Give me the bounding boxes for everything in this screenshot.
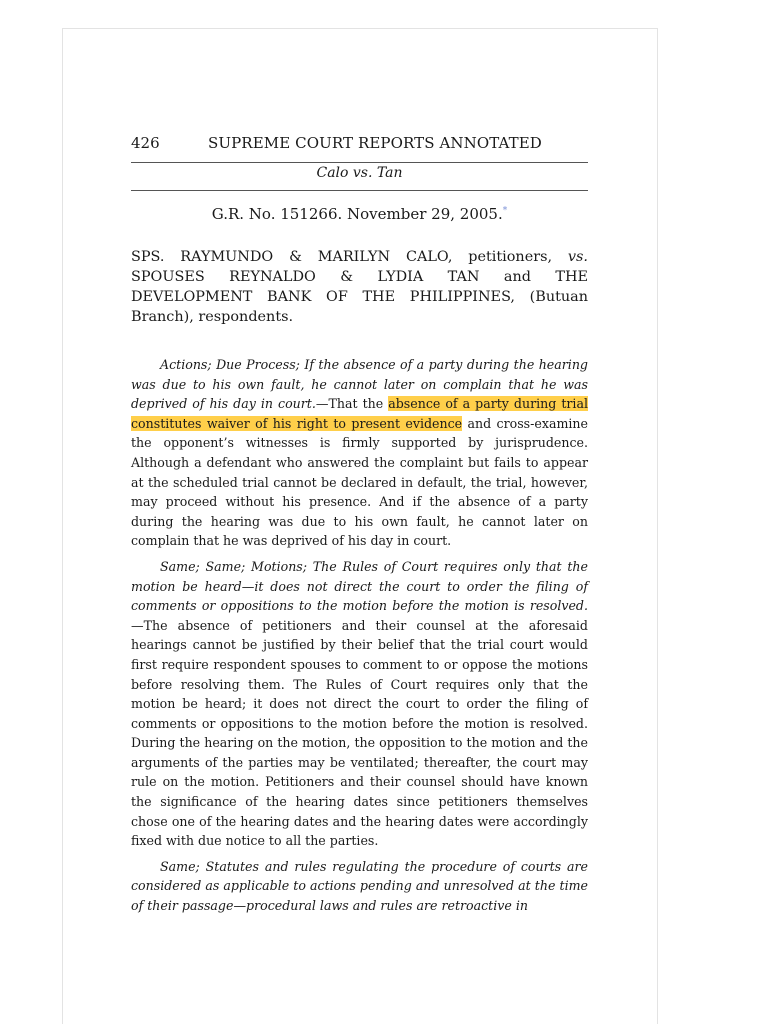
syllabus-paragraph — [131, 857, 588, 916]
gr-number-text: G.R. No. 151266. November 29, 2005. — [211, 205, 503, 223]
header-rule-top — [131, 162, 588, 163]
page-number: 426 — [131, 134, 160, 152]
headnote: Same; Same; Motions; The Rules of Court requires only that the motion be heard—it does not direct the court to order the filing of comments or oppositions to the motion before the motion is resolved. — [131, 558, 588, 614]
respondents-text: SPOUSES REYNALDO & LYDIA TAN and THE DEVELOPMENT BANK OF THE PHILIPPINES, (Butuan Branch), respondents. — [131, 269, 588, 325]
headnote: Actions; Due Process; If the absence of a party during the hearing was due to his own fault, he cannot later on complain that he was deprived of his day in court. — [131, 357, 588, 412]
highlighted-text[interactable]: absence of a party during trial constitutes waiver of his right to present evidence — [131, 396, 588, 431]
reporter-title: SUPREME COURT REPORTS ANNOTATED — [208, 134, 542, 152]
syllabus-paragraph — [131, 557, 588, 851]
gr-number-line — [131, 205, 588, 223]
case-short-title: Calo vs. Tan — [316, 165, 403, 181]
petitioners-text: SPS. RAYMUNDO & MARILYN CALO, petitioners, — [131, 249, 568, 265]
syllabus-lead: —That the — [315, 396, 389, 412]
versus-text: vs. — [567, 249, 588, 265]
headnote: Same; Statutes and rules regulating the procedure of courts are considered as applicable to actions pending and unresolved at the time of their passage—procedural laws and rules are retroactive in — [131, 858, 588, 914]
footnote-marker[interactable]: * — [502, 206, 508, 216]
syllabus-body: —The absence of petitioners and their counsel at the aforesaid hearings cannot be justified by their belief that the trial court would first require respondent spouses to comment to or oppose the motions before resolving them. The Rules of Court requires only that the motion be heard; it does not direct the court to order the filing of comments or oppositions to the motion before the motion is resolved. During the hearing on the motion, the opposition to the motion and the arguments of the parties may be ventilated; thereafter, the court may rule on the motion. Petitioners and their counsel should have known the significance of the hearing dates since petitioners themselves chose one of the hearing dates and the hearing dates were accordingly fixed with due notice to all the parties. — [131, 617, 588, 849]
case-parties — [131, 247, 588, 327]
syllabus-paragraph — [131, 355, 588, 551]
header-rule-bottom — [131, 190, 588, 191]
syllabus-body: and cross-examine the opponent’s witnesses is firmly supported by jurisprudence. Although a defendant who answered the complaint but fails to appear at the scheduled trial cannot be declared in default, the trial, however, may proceed without his presence. And if the absence of a party during the hearing was due to his own fault, he cannot later on complain that he was deprived of his day in court. — [131, 415, 588, 549]
syllabus — [131, 355, 588, 922]
